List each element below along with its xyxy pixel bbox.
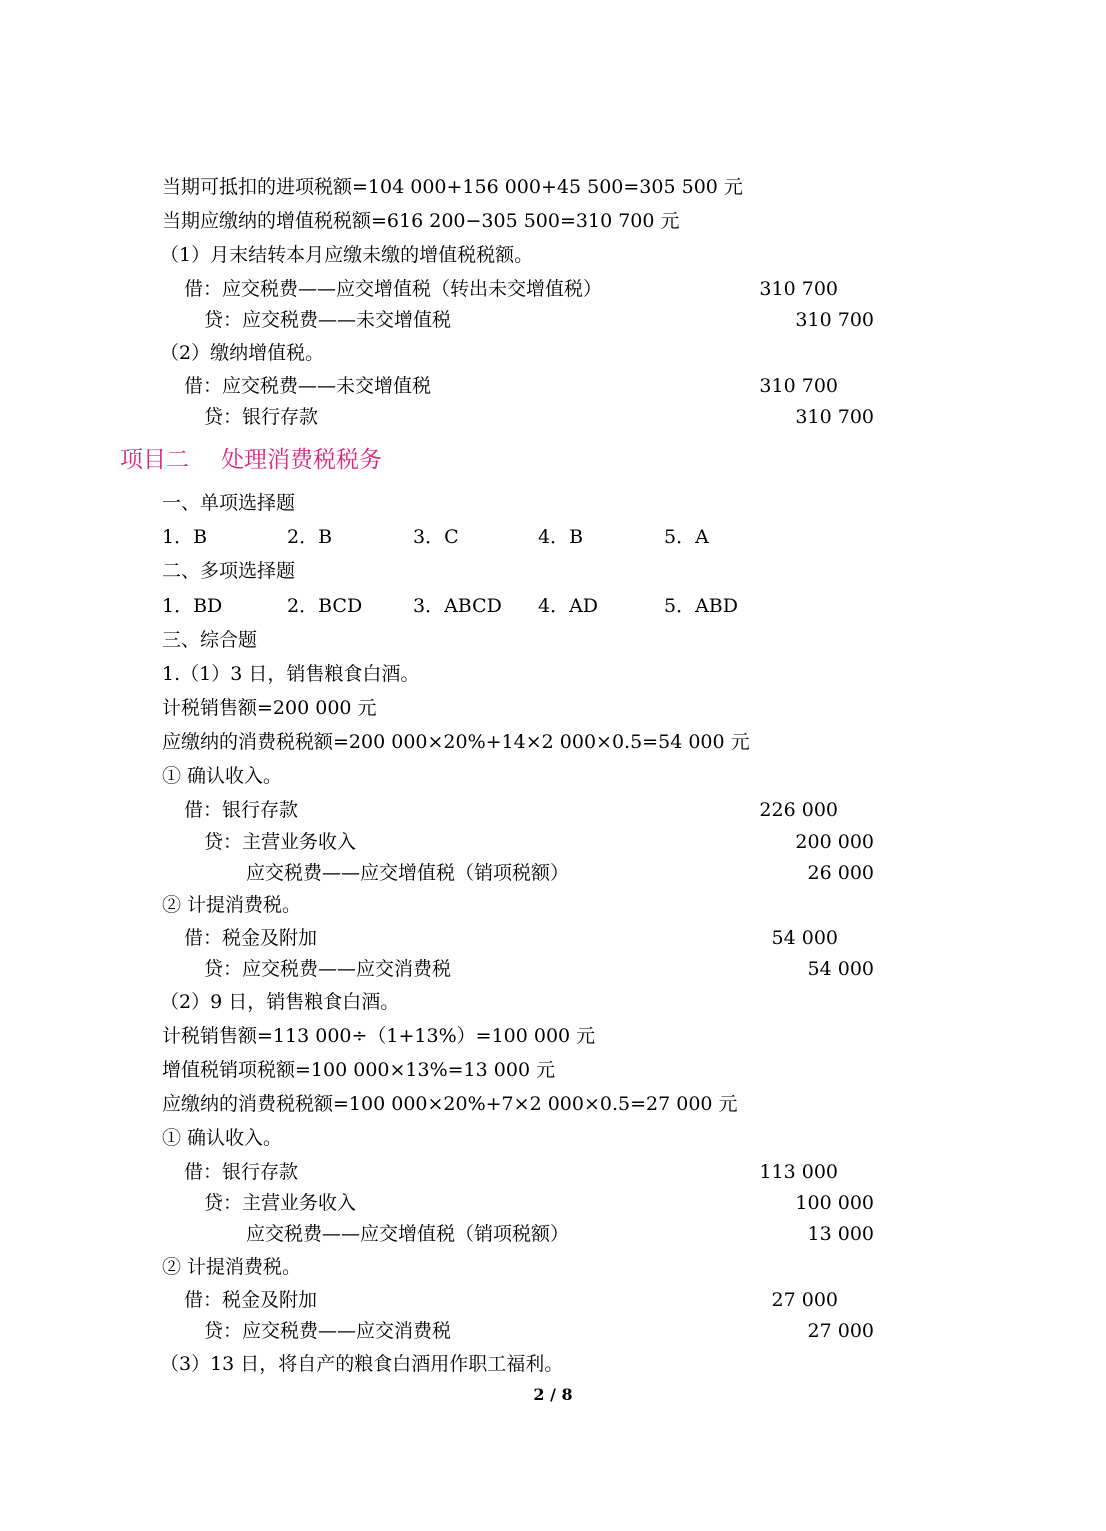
entry-text: 借：应交税费——应交增值税（转出未交增值税） xyxy=(184,278,603,300)
credit-amount: 26 000 xyxy=(807,862,874,884)
credit-amount: 54 000 xyxy=(807,958,874,980)
entry-text: 贷：主营业务收入 xyxy=(204,1192,357,1214)
line-text: （3）13 日，将自产的粮食白酒用作职工福利。 xyxy=(160,1353,564,1375)
page-number: 2 / 8 xyxy=(533,1385,573,1404)
section-number: 项目二 xyxy=(120,447,189,473)
entry-text: 借：银行存款 xyxy=(184,799,299,821)
line-text: 计税销售额=200 000 元 xyxy=(162,697,377,719)
answer-item: 4．B xyxy=(538,526,584,548)
entry-text: 借：税金及附加 xyxy=(184,1289,318,1311)
entry-text: 借：税金及附加 xyxy=(184,927,318,949)
answer-item: 3．ABCD xyxy=(413,595,502,617)
line-text: 增值税销项税额=100 000×13%=13 000 元 xyxy=(162,1059,556,1081)
debit-amount: 54 000 xyxy=(771,927,838,949)
line-text: 应缴纳的消费税税额=200 000×20%+14×2 000×0.5=54 000 元 xyxy=(162,731,750,753)
debit-amount: 310 700 xyxy=(759,278,838,300)
credit-amount: 27 000 xyxy=(807,1320,874,1342)
answer-item: 2．BCD xyxy=(287,595,363,617)
line-text: 当期可抵扣的进项税额=104 000+156 000+45 500=305 500 元 xyxy=(162,176,743,198)
line-text: （1）月末结转本月应缴未缴的增值税税额。 xyxy=(160,244,534,266)
debit-amount: 113 000 xyxy=(759,1161,838,1183)
answer-item: 1．B xyxy=(162,526,208,548)
debit-amount: 226 000 xyxy=(759,799,838,821)
answer-item: 3．C xyxy=(413,526,459,548)
entry-text: 贷：主营业务收入 xyxy=(204,831,357,853)
multiple-choice-heading: 二、多项选择题 xyxy=(162,560,296,582)
line-text: ① 确认收入。 xyxy=(162,765,283,787)
entry-text: 应交税费——应交增值税（销项税额） xyxy=(246,1223,570,1245)
entry-text: 贷：银行存款 xyxy=(204,406,319,428)
credit-amount: 310 700 xyxy=(795,309,874,331)
entry-text: 贷：应交税费——未交增值税 xyxy=(204,309,452,331)
line-text: 应缴纳的消费税税额=100 000×20%+7×2 000×0.5=27 000 元 xyxy=(162,1093,738,1115)
credit-amount: 310 700 xyxy=(795,406,874,428)
section-title: 处理消费税税务 xyxy=(221,447,382,473)
single-choice-heading: 一、单项选择题 xyxy=(162,492,296,514)
debit-amount: 27 000 xyxy=(771,1289,838,1311)
entry-text: 应交税费——应交增值税（销项税额） xyxy=(246,862,570,884)
line-text: 1.（1）3 日，销售粮食白酒。 xyxy=(162,663,420,685)
comprehensive-heading: 三、综合题 xyxy=(162,629,258,651)
answer-item: 5．A xyxy=(664,526,709,548)
line-text: （2）缴纳增值税。 xyxy=(160,342,325,364)
answer-item: 1．BD xyxy=(162,595,223,617)
answer-item: 2．B xyxy=(287,526,333,548)
debit-amount: 310 700 xyxy=(759,375,838,397)
credit-amount: 200 000 xyxy=(795,831,874,853)
line-text: 计税销售额=113 000÷（1+13%）=100 000 元 xyxy=(162,1025,596,1047)
line-text: ② 计提消费税。 xyxy=(162,1256,302,1278)
entry-text: 贷：应交税费——应交消费税 xyxy=(204,1320,452,1342)
entry-text: 借：应交税费——未交增值税 xyxy=(184,375,432,397)
line-text: ② 计提消费税。 xyxy=(162,894,302,916)
answer-item: 5．ABD xyxy=(664,595,739,617)
line-text: ① 确认收入。 xyxy=(162,1127,283,1149)
line-text: （2）9 日，销售粮食白酒。 xyxy=(160,991,400,1013)
credit-amount: 13 000 xyxy=(807,1223,874,1245)
credit-amount: 100 000 xyxy=(795,1192,874,1214)
entry-text: 贷：应交税费——应交消费税 xyxy=(204,958,452,980)
entry-text: 借：银行存款 xyxy=(184,1161,299,1183)
line-text: 当期应缴纳的增值税税额=616 200−305 500=310 700 元 xyxy=(162,210,680,232)
section-heading xyxy=(120,444,382,476)
answer-item: 4．AD xyxy=(538,595,599,617)
